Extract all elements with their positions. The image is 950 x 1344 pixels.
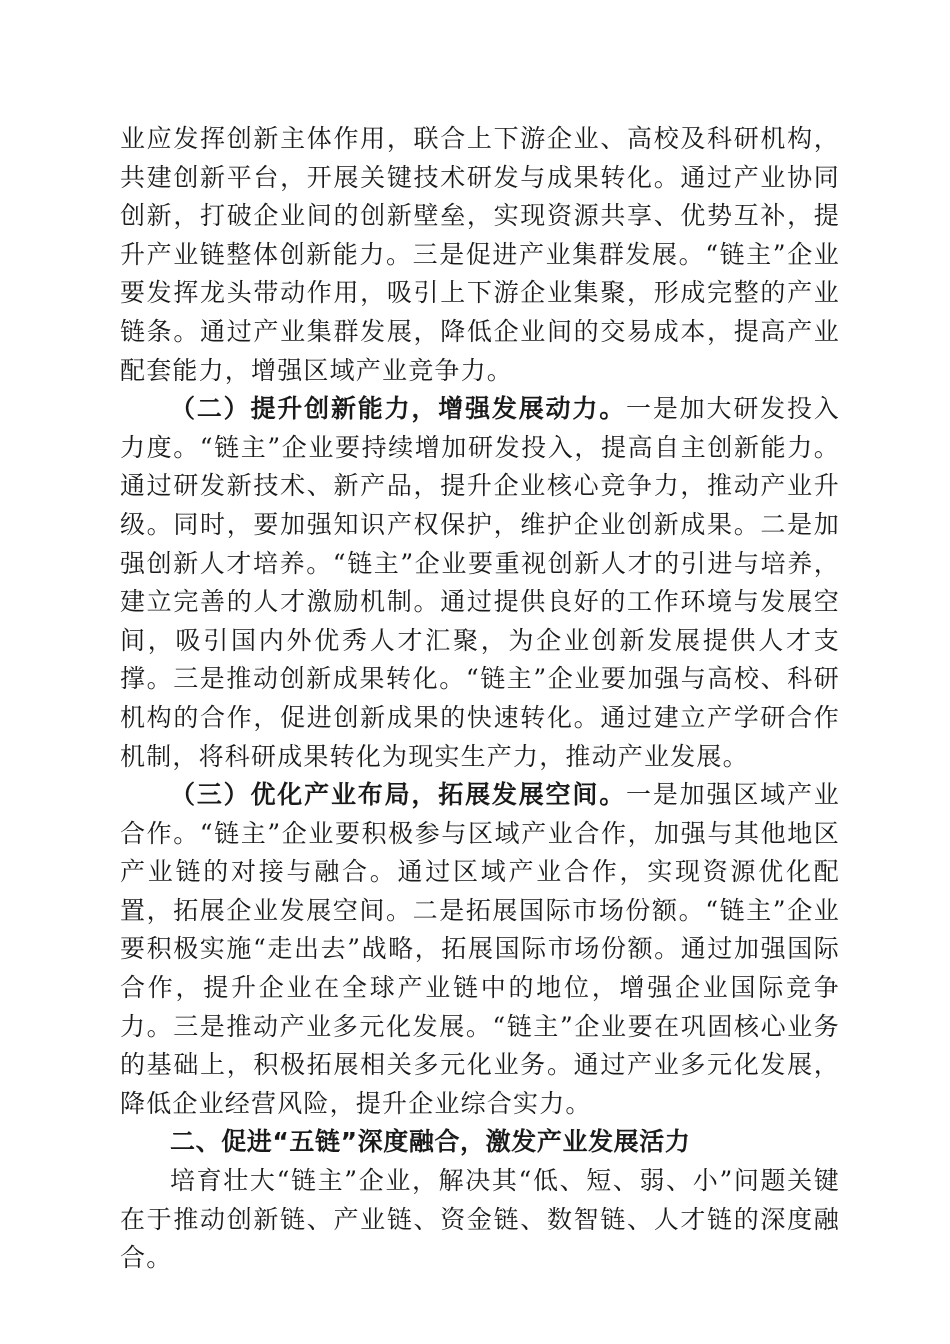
paragraph-lead: （二）提升创新能力，增强发展动力。 xyxy=(170,394,627,424)
paragraph-text: 一是加大研发投入力度。“链主”企业要持续增加研发投入，提高自主创新能力。通过研发新技术、新产品，提升企业核心竞争力，推动产业升级。同时，要加强知识产权保护，维护企业创新成果。二是加强创新人才培养。“链主”企业要重视创新人才的引进与培养，建立完善的人才激励机制。通过提供良好的工作环境与发展空间，吸引国内外优秀人才汇聚，为企业创新发展提供人才支撑。三是推动创新成果转化。“链主”企业要加强与高校、科研机构的合作，促进创新成果的快速转化。通过建立产学研合作机制，将科研成果转化为现实生产力，推动产业发展。 xyxy=(120,394,840,771)
paragraph-layout xyxy=(120,776,840,1123)
paragraph-continuation xyxy=(120,120,840,390)
paragraph-innovation xyxy=(120,390,840,776)
section-heading: 二、促进“五链”深度融合，激发产业发展活力 xyxy=(170,1127,691,1157)
paragraph-lead: （三）优化产业布局，拓展发展空间。 xyxy=(170,780,627,810)
paragraph-text: 培育壮大“链主”企业，解决其“低、短、弱、小”问题关键在于推动创新链、产业链、资金链、数智链、人才链的深度融合。 xyxy=(120,1166,840,1273)
paragraph-five-chains xyxy=(120,1162,840,1278)
document-body xyxy=(120,120,840,1278)
paragraph-text: 一是加强区域产业合作。“链主”企业要积极参与区域产业合作，加强与其他地区产业链的对接与融合。通过区域产业合作，实现资源优化配置，拓展企业发展空间。二是拓展国际市场份额。“链主”企业要积极实施“走出去”战略，拓展国际市场份额。通过加强国际合作，提升企业在全球产业链中的地位，增强企业国际竞争力。三是推动产业多元化发展。“链主”企业要在巩固核心业务的基础上，积极拓展相关多元化业务。通过产业多元化发展，降低企业经营风险，提升企业综合实力。 xyxy=(120,780,840,1118)
paragraph-text: 业应发挥创新主体作用，联合上下游企业、高校及科研机构，共建创新平台，开展关键技术研发与成果转化。通过产业协同创新，打破企业间的创新壁垒，实现资源共享、优势互补，提升产业链整体创新能力。三是促进产业集群发展。“链主”企业要发挥龙头带动作用，吸引上下游企业集聚，形成完整的产业链条。通过产业集群发展，降低企业间的交易成本，提高产业配套能力，增强区域产业竞争力。 xyxy=(120,124,840,385)
